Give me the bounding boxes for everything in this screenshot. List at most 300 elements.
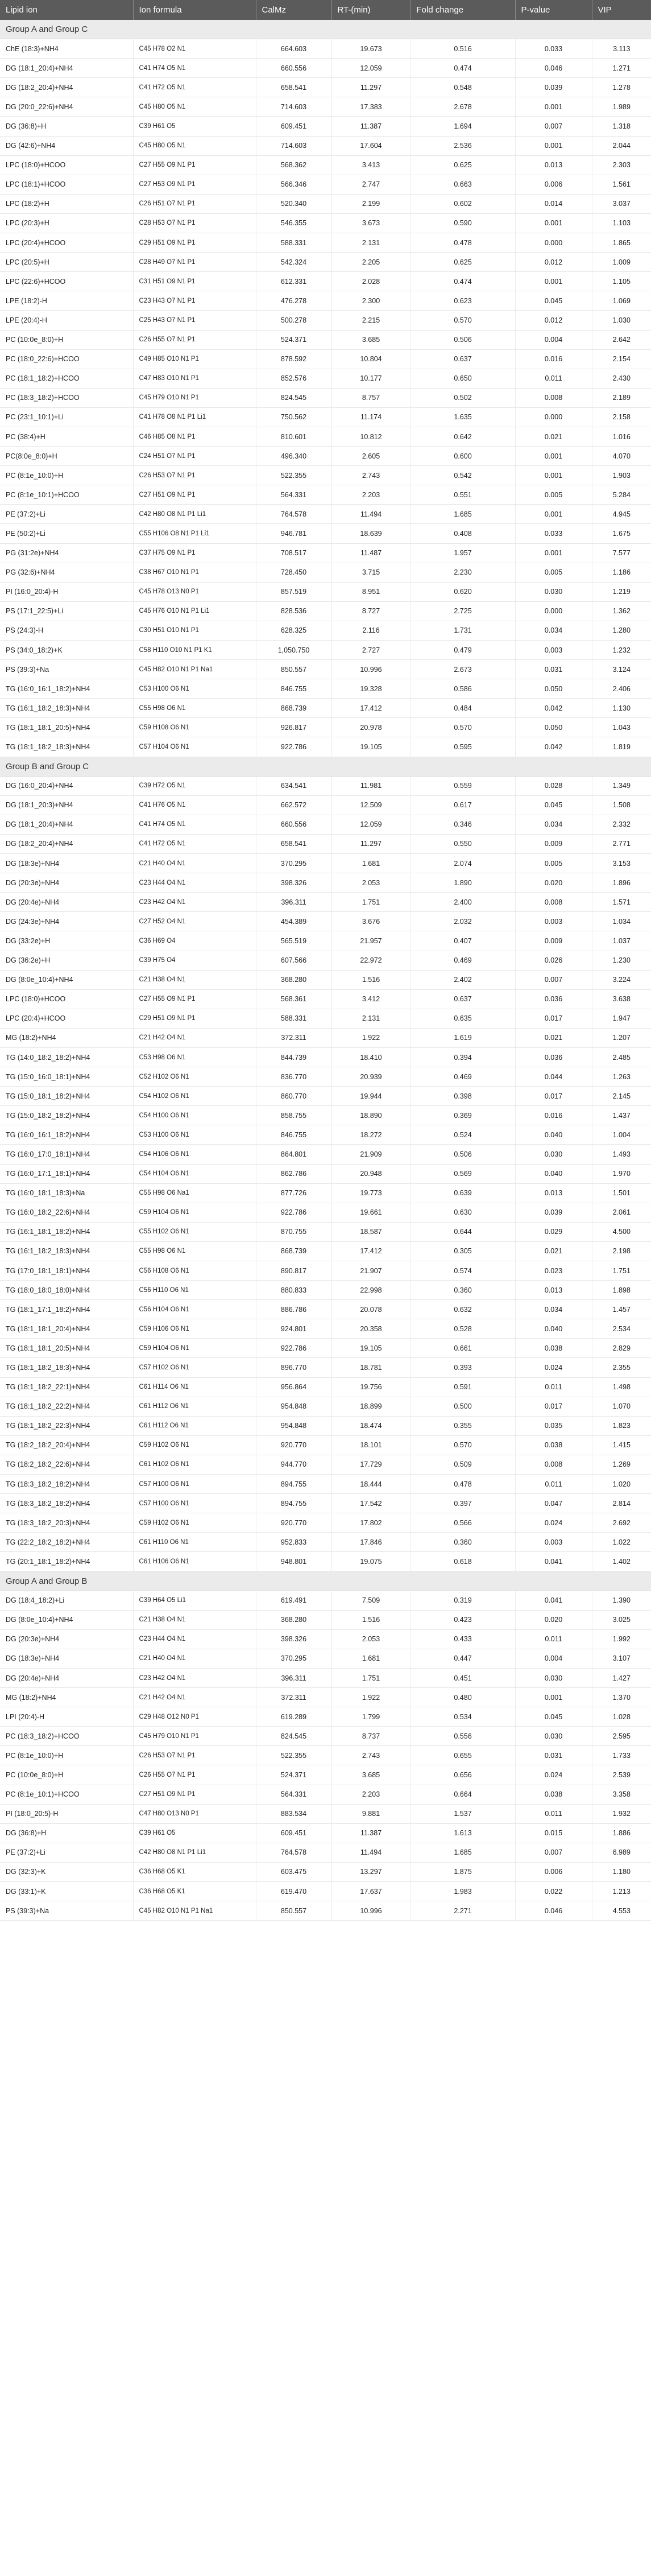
lipid-ion-cell: DG (20:3e)+NH4 xyxy=(0,1629,133,1649)
calmz-cell: 896.770 xyxy=(256,1358,331,1377)
lipid-ion-cell: PC (18:3_18:2)+HCOO xyxy=(0,1727,133,1746)
vip-cell: 2.430 xyxy=(592,369,651,388)
p-value-cell: 0.007 xyxy=(515,117,592,136)
rt-cell: 8.757 xyxy=(331,388,410,407)
column-header-vip: VIP xyxy=(592,0,651,20)
lipid-ion-cell: TG (18:1_18:1_20:4)+NH4 xyxy=(0,1319,133,1339)
ion-formula-cell: C46 H85 O8 N1 P1 xyxy=(133,427,256,446)
lipid-ion-cell: LPC (18:0)+HCOO xyxy=(0,155,133,175)
calmz-cell: 658.541 xyxy=(256,78,331,97)
fold-change-cell: 2.725 xyxy=(410,601,515,621)
p-value-cell: 0.005 xyxy=(515,563,592,582)
table-row xyxy=(0,873,651,893)
calmz-cell: 372.311 xyxy=(256,1688,331,1707)
vip-cell: 1.213 xyxy=(592,1882,651,1901)
lipid-ion-cell: TG (16:0_16:1_18:2)+NH4 xyxy=(0,679,133,699)
lipid-ion-cell: PC (8:1e_10:0)+H xyxy=(0,466,133,485)
calmz-cell: 944.770 xyxy=(256,1455,331,1474)
table-row xyxy=(0,1591,651,1610)
calmz-cell: 868.739 xyxy=(256,699,331,718)
calmz-cell: 864.801 xyxy=(256,1145,331,1164)
fold-change-cell: 0.369 xyxy=(410,1106,515,1125)
column-header-rt: RT-(min) xyxy=(331,0,410,20)
fold-change-cell: 0.548 xyxy=(410,78,515,97)
ion-formula-cell: C56 H110 O6 N1 xyxy=(133,1281,256,1300)
calmz-cell: 634.541 xyxy=(256,776,331,795)
vip-cell: 1.009 xyxy=(592,253,651,272)
rt-cell: 2.205 xyxy=(331,253,410,272)
lipid-ion-cell: PG (32:6)+NH4 xyxy=(0,563,133,582)
rt-cell: 12.059 xyxy=(331,815,410,834)
lipid-ion-cell: TG (16:0_17:1_18:1)+NH4 xyxy=(0,1164,133,1183)
rt-cell: 20.939 xyxy=(331,1067,410,1087)
p-value-cell: 0.001 xyxy=(515,1688,592,1707)
calmz-cell: 844.739 xyxy=(256,1047,331,1067)
fold-change-cell: 1.635 xyxy=(410,407,515,427)
p-value-cell: 0.016 xyxy=(515,1106,592,1125)
rt-cell: 18.890 xyxy=(331,1106,410,1125)
p-value-cell: 0.017 xyxy=(515,1397,592,1416)
lipid-ion-cell: TG (18:1_18:2_22:3)+NH4 xyxy=(0,1416,133,1435)
p-value-cell: 0.046 xyxy=(515,59,592,78)
table-row xyxy=(0,1047,651,1067)
table-row xyxy=(0,989,651,1009)
lipid-ion-cell: PC (8:1e_10:1)+HCOO xyxy=(0,485,133,505)
ion-formula-cell: C61 H112 O6 N1 xyxy=(133,1397,256,1416)
table-row xyxy=(0,1823,651,1843)
calmz-cell: 564.331 xyxy=(256,485,331,505)
lipid-ion-cell: TG (22:2_18:2_18:2)+NH4 xyxy=(0,1533,133,1552)
table-row xyxy=(0,1067,651,1087)
column-header-lipid-ion: Lipid ion xyxy=(0,0,133,20)
p-value-cell: 0.039 xyxy=(515,78,592,97)
vip-cell: 1.180 xyxy=(592,1862,651,1881)
p-value-cell: 0.013 xyxy=(515,155,592,175)
p-value-cell: 0.033 xyxy=(515,39,592,59)
calmz-cell: 370.295 xyxy=(256,1649,331,1668)
calmz-cell: 858.755 xyxy=(256,1106,331,1125)
calmz-cell: 824.545 xyxy=(256,1727,331,1746)
rt-cell: 2.131 xyxy=(331,1009,410,1028)
vip-cell: 2.406 xyxy=(592,679,651,699)
rt-cell: 18.101 xyxy=(331,1435,410,1455)
rt-cell: 3.673 xyxy=(331,213,410,233)
table-row xyxy=(0,1668,651,1687)
table-row xyxy=(0,407,651,427)
ion-formula-cell: C25 H43 O7 N1 P1 xyxy=(133,311,256,330)
p-value-cell: 0.008 xyxy=(515,388,592,407)
group-header-row xyxy=(0,757,651,776)
lipid-ion-cell: PE (50:2)+Li xyxy=(0,524,133,543)
p-value-cell: 0.015 xyxy=(515,1823,592,1843)
rt-cell: 2.215 xyxy=(331,311,410,330)
p-value-cell: 0.006 xyxy=(515,1862,592,1881)
rt-cell: 20.078 xyxy=(331,1300,410,1319)
rt-cell: 10.177 xyxy=(331,369,410,388)
calmz-cell: 568.361 xyxy=(256,989,331,1009)
fold-change-cell: 0.480 xyxy=(410,1688,515,1707)
rt-cell: 2.747 xyxy=(331,175,410,194)
ion-formula-cell: C28 H53 O7 N1 P1 xyxy=(133,213,256,233)
calmz-cell: 658.541 xyxy=(256,834,331,853)
calmz-cell: 886.786 xyxy=(256,1300,331,1319)
fold-change-cell: 0.534 xyxy=(410,1707,515,1727)
vip-cell: 1.271 xyxy=(592,59,651,78)
ion-formula-cell: C55 H106 O8 N1 P1 Li1 xyxy=(133,524,256,543)
calmz-cell: 588.331 xyxy=(256,1009,331,1028)
vip-cell: 2.044 xyxy=(592,136,651,155)
vip-cell: 1.362 xyxy=(592,601,651,621)
ion-formula-cell: C41 H72 O5 N1 xyxy=(133,834,256,853)
rt-cell: 18.899 xyxy=(331,1397,410,1416)
ion-formula-cell: C21 H40 O4 N1 xyxy=(133,854,256,873)
vip-cell: 1.989 xyxy=(592,97,651,117)
calmz-cell: 603.475 xyxy=(256,1862,331,1881)
rt-cell: 3.676 xyxy=(331,912,410,931)
rt-cell: 2.743 xyxy=(331,1746,410,1765)
lipid-ion-cell: LPE (18:2)-H xyxy=(0,291,133,311)
vip-cell: 1.457 xyxy=(592,1300,651,1319)
fold-change-cell: 0.623 xyxy=(410,291,515,311)
p-value-cell: 0.011 xyxy=(515,1377,592,1397)
p-value-cell: 0.013 xyxy=(515,1183,592,1203)
table-row xyxy=(0,330,651,349)
lipid-ion-cell: LPC (20:4)+HCOO xyxy=(0,233,133,253)
ion-formula-cell: C54 H102 O6 N1 xyxy=(133,1087,256,1106)
ion-formula-cell: C23 H42 O4 N1 xyxy=(133,893,256,912)
vip-cell: 1.865 xyxy=(592,233,651,253)
fold-change-cell: 2.230 xyxy=(410,563,515,582)
fold-change-cell: 2.536 xyxy=(410,136,515,155)
table-row xyxy=(0,1688,651,1707)
fold-change-cell: 0.637 xyxy=(410,989,515,1009)
calmz-cell: 948.801 xyxy=(256,1552,331,1571)
calmz-cell: 628.325 xyxy=(256,621,331,640)
p-value-cell: 0.022 xyxy=(515,1882,592,1901)
calmz-cell: 920.770 xyxy=(256,1435,331,1455)
rt-cell: 17.802 xyxy=(331,1513,410,1533)
lipid-ion-cell: DG (20:4e)+NH4 xyxy=(0,1668,133,1687)
fold-change-cell: 0.586 xyxy=(410,679,515,699)
ion-formula-cell: C45 H76 O10 N1 P1 Li1 xyxy=(133,601,256,621)
vip-cell: 3.124 xyxy=(592,660,651,679)
table-row xyxy=(0,951,651,970)
vip-cell: 2.539 xyxy=(592,1765,651,1785)
vip-cell: 4.553 xyxy=(592,1901,651,1921)
vip-cell: 2.771 xyxy=(592,834,651,853)
calmz-cell: 396.311 xyxy=(256,893,331,912)
lipid-ion-cell: PC (8:1e_10:0)+H xyxy=(0,1746,133,1765)
table-row xyxy=(0,1727,651,1746)
p-value-cell: 0.033 xyxy=(515,524,592,543)
table-row xyxy=(0,563,651,582)
rt-cell: 2.203 xyxy=(331,485,410,505)
table-row xyxy=(0,1649,651,1668)
lipid-ion-cell: PS (17:1_22:5)+Li xyxy=(0,601,133,621)
fold-change-cell: 1.613 xyxy=(410,1823,515,1843)
ion-formula-cell: C27 H52 O4 N1 xyxy=(133,912,256,931)
vip-cell: 2.692 xyxy=(592,1513,651,1533)
vip-cell: 4.500 xyxy=(592,1222,651,1241)
ion-formula-cell: C45 H78 O13 N0 P1 xyxy=(133,582,256,601)
ion-formula-cell: C57 H100 O6 N1 xyxy=(133,1494,256,1513)
vip-cell: 2.061 xyxy=(592,1203,651,1222)
vip-cell: 4.070 xyxy=(592,447,651,466)
group-header-row xyxy=(0,20,651,39)
ion-formula-cell: C56 H104 O6 N1 xyxy=(133,1300,256,1319)
rt-cell: 18.272 xyxy=(331,1125,410,1145)
rt-cell: 11.487 xyxy=(331,543,410,563)
ion-formula-cell: C47 H80 O13 N0 P1 xyxy=(133,1804,256,1823)
ion-formula-cell: C39 H61 O5 xyxy=(133,117,256,136)
calmz-cell: 750.562 xyxy=(256,407,331,427)
table-row xyxy=(0,1222,651,1241)
lipid-ion-cell: PC (10:0e_8:0)+H xyxy=(0,330,133,349)
p-value-cell: 0.020 xyxy=(515,873,592,893)
calmz-cell: 398.326 xyxy=(256,873,331,893)
ion-formula-cell: C29 H48 O12 N0 P1 xyxy=(133,1707,256,1727)
table-row xyxy=(0,155,651,175)
table-row xyxy=(0,117,651,136)
table-row xyxy=(0,1028,651,1047)
calmz-cell: 870.755 xyxy=(256,1222,331,1241)
calmz-cell: 922.786 xyxy=(256,737,331,757)
p-value-cell: 0.001 xyxy=(515,213,592,233)
lipid-ion-cell: LPC (20:3)+H xyxy=(0,213,133,233)
vip-cell: 1.349 xyxy=(592,776,651,795)
vip-cell: 1.886 xyxy=(592,1823,651,1843)
rt-cell: 8.727 xyxy=(331,601,410,621)
calmz-cell: 368.280 xyxy=(256,970,331,989)
rt-cell: 17.542 xyxy=(331,1494,410,1513)
lipid-ion-cell: TG (18:1_18:2_22:1)+NH4 xyxy=(0,1377,133,1397)
table-row xyxy=(0,1455,651,1474)
calmz-cell: 476.278 xyxy=(256,291,331,311)
calmz-cell: 496.340 xyxy=(256,447,331,466)
table-row xyxy=(0,524,651,543)
ion-formula-cell: C39 H72 O5 N1 xyxy=(133,776,256,795)
table-row xyxy=(0,1513,651,1533)
table-row xyxy=(0,175,651,194)
calmz-cell: 398.326 xyxy=(256,1629,331,1649)
rt-cell: 10.996 xyxy=(331,1901,410,1921)
fold-change-cell: 0.478 xyxy=(410,233,515,253)
vip-cell: 1.232 xyxy=(592,641,651,660)
table-row xyxy=(0,621,651,640)
p-value-cell: 0.028 xyxy=(515,776,592,795)
lipid-ion-cell: PC (10:0e_8:0)+H xyxy=(0,1765,133,1785)
table-row xyxy=(0,1882,651,1901)
table-row xyxy=(0,1319,651,1339)
lipid-ion-cell: TG (16:0_18:2_22:6)+NH4 xyxy=(0,1203,133,1222)
fold-change-cell: 0.602 xyxy=(410,194,515,213)
vip-cell: 1.427 xyxy=(592,1668,651,1687)
column-header-fold-change: Fold change xyxy=(410,0,515,20)
fold-change-cell: 0.566 xyxy=(410,1513,515,1533)
ion-formula-cell: C54 H100 O6 N1 xyxy=(133,1106,256,1125)
p-value-cell: 0.000 xyxy=(515,601,592,621)
vip-cell: 1.501 xyxy=(592,1183,651,1203)
calmz-cell: 520.340 xyxy=(256,194,331,213)
rt-cell: 18.639 xyxy=(331,524,410,543)
rt-cell: 3.413 xyxy=(331,155,410,175)
vip-cell: 3.638 xyxy=(592,989,651,1009)
ion-formula-cell: C61 H106 O6 N1 xyxy=(133,1552,256,1571)
fold-change-cell: 0.506 xyxy=(410,1145,515,1164)
vip-cell: 2.829 xyxy=(592,1339,651,1358)
p-value-cell: 0.001 xyxy=(515,447,592,466)
p-value-cell: 0.007 xyxy=(515,1843,592,1862)
vip-cell: 1.034 xyxy=(592,912,651,931)
rt-cell: 2.203 xyxy=(331,1785,410,1804)
calmz-cell: 810.601 xyxy=(256,427,331,446)
ion-formula-cell: C54 H106 O6 N1 xyxy=(133,1145,256,1164)
rt-cell: 19.756 xyxy=(331,1377,410,1397)
p-value-cell: 0.041 xyxy=(515,1591,592,1610)
fold-change-cell: 0.664 xyxy=(410,1785,515,1804)
rt-cell: 1.751 xyxy=(331,1668,410,1687)
table-row xyxy=(0,1125,651,1145)
table-row xyxy=(0,1610,651,1629)
rt-cell: 3.685 xyxy=(331,1765,410,1785)
fold-change-cell: 1.875 xyxy=(410,1862,515,1881)
vip-cell: 1.896 xyxy=(592,873,651,893)
vip-cell: 1.992 xyxy=(592,1629,651,1649)
lipid-ion-cell: DG (20:4e)+NH4 xyxy=(0,893,133,912)
table-row xyxy=(0,213,651,233)
table-row xyxy=(0,59,651,78)
ion-formula-cell: C53 H98 O6 N1 xyxy=(133,1047,256,1067)
fold-change-cell: 0.650 xyxy=(410,369,515,388)
fold-change-cell: 0.407 xyxy=(410,931,515,951)
column-header-p-value: P-value xyxy=(515,0,592,20)
table-header xyxy=(0,0,651,20)
lipid-ion-cell: TG (17:0_18:1_18:1)+NH4 xyxy=(0,1261,133,1281)
ion-formula-cell: C39 H64 O5 Li1 xyxy=(133,1591,256,1610)
calmz-cell: 946.781 xyxy=(256,524,331,543)
fold-change-cell: 0.528 xyxy=(410,1319,515,1339)
calmz-cell: 546.355 xyxy=(256,213,331,233)
lipid-ion-cell: PS (34:0_18:2)+K xyxy=(0,641,133,660)
table-row xyxy=(0,1416,651,1435)
rt-cell: 19.328 xyxy=(331,679,410,699)
rt-cell: 20.358 xyxy=(331,1319,410,1339)
vip-cell: 1.028 xyxy=(592,1707,651,1727)
table-row xyxy=(0,311,651,330)
ion-formula-cell: C47 H83 O10 N1 P1 xyxy=(133,369,256,388)
lipid-ion-cell: TG (18:1_18:2_18:3)+NH4 xyxy=(0,1358,133,1377)
lipid-ion-cell: DG (20:0_22:6)+NH4 xyxy=(0,97,133,117)
calmz-cell: 824.545 xyxy=(256,388,331,407)
p-value-cell: 0.046 xyxy=(515,1901,592,1921)
p-value-cell: 0.045 xyxy=(515,1707,592,1727)
table-row xyxy=(0,776,651,795)
ion-formula-cell: C36 H69 O4 xyxy=(133,931,256,951)
lipid-ion-cell: DG (16:0_20:4)+NH4 xyxy=(0,776,133,795)
ion-formula-cell: C27 H55 O9 N1 P1 xyxy=(133,989,256,1009)
fold-change-cell: 0.559 xyxy=(410,776,515,795)
p-value-cell: 0.044 xyxy=(515,1067,592,1087)
fold-change-cell: 0.423 xyxy=(410,1610,515,1629)
vip-cell: 1.037 xyxy=(592,931,651,951)
p-value-cell: 0.042 xyxy=(515,737,592,757)
rt-cell: 10.812 xyxy=(331,427,410,446)
calmz-cell: 660.556 xyxy=(256,815,331,834)
calmz-cell: 878.592 xyxy=(256,349,331,369)
lipid-ion-cell: TG (18:1_18:1_20:5)+NH4 xyxy=(0,1339,133,1358)
vip-cell: 3.224 xyxy=(592,970,651,989)
ion-formula-cell: C59 H102 O6 N1 xyxy=(133,1513,256,1533)
vip-cell: 1.022 xyxy=(592,1533,651,1552)
fold-change-cell: 0.474 xyxy=(410,272,515,291)
lipid-ion-cell: PE (37:2)+Li xyxy=(0,1843,133,1862)
rt-cell: 11.494 xyxy=(331,505,410,524)
p-value-cell: 0.001 xyxy=(515,505,592,524)
vip-cell: 1.751 xyxy=(592,1261,651,1281)
ion-formula-cell: C59 H104 O6 N1 xyxy=(133,1339,256,1358)
calmz-cell: 372.311 xyxy=(256,1028,331,1047)
fold-change-cell: 0.474 xyxy=(410,59,515,78)
p-value-cell: 0.001 xyxy=(515,97,592,117)
ion-formula-cell: C45 H80 O5 N1 xyxy=(133,136,256,155)
p-value-cell: 0.036 xyxy=(515,1047,592,1067)
rt-cell: 10.996 xyxy=(331,660,410,679)
table-row xyxy=(0,1765,651,1785)
calmz-cell: 852.576 xyxy=(256,369,331,388)
table-row xyxy=(0,78,651,97)
rt-cell: 1.516 xyxy=(331,1610,410,1629)
p-value-cell: 0.011 xyxy=(515,1804,592,1823)
calmz-cell: 920.770 xyxy=(256,1513,331,1533)
fold-change-cell: 0.630 xyxy=(410,1203,515,1222)
rt-cell: 19.105 xyxy=(331,1339,410,1358)
calmz-cell: 396.311 xyxy=(256,1668,331,1687)
fold-change-cell: 0.556 xyxy=(410,1727,515,1746)
p-value-cell: 0.024 xyxy=(515,1513,592,1533)
vip-cell: 1.318 xyxy=(592,117,651,136)
rt-cell: 11.494 xyxy=(331,1843,410,1862)
ion-formula-cell: C61 H112 O6 N1 xyxy=(133,1416,256,1435)
fold-change-cell: 1.694 xyxy=(410,117,515,136)
fold-change-cell: 0.447 xyxy=(410,1649,515,1668)
rt-cell: 2.116 xyxy=(331,621,410,640)
fold-change-cell: 0.469 xyxy=(410,1067,515,1087)
fold-change-cell: 0.570 xyxy=(410,718,515,737)
fold-change-cell: 0.590 xyxy=(410,213,515,233)
table-row xyxy=(0,1533,651,1552)
rt-cell: 3.412 xyxy=(331,989,410,1009)
table-row xyxy=(0,253,651,272)
rt-cell: 20.948 xyxy=(331,1164,410,1183)
lipid-ion-cell: DG (18:4_18:2)+Li xyxy=(0,1591,133,1610)
p-value-cell: 0.030 xyxy=(515,1145,592,1164)
fold-change-cell: 0.394 xyxy=(410,1047,515,1067)
fold-change-cell: 0.620 xyxy=(410,582,515,601)
table-row xyxy=(0,388,651,407)
calmz-cell: 954.848 xyxy=(256,1416,331,1435)
group-title: Group B and Group C xyxy=(0,757,651,776)
ion-formula-cell: C59 H106 O6 N1 xyxy=(133,1319,256,1339)
lipid-ion-cell: MG (18:2)+NH4 xyxy=(0,1028,133,1047)
p-value-cell: 0.023 xyxy=(515,1261,592,1281)
fold-change-cell: 0.595 xyxy=(410,737,515,757)
vip-cell: 1.947 xyxy=(592,1009,651,1028)
table-row xyxy=(0,795,651,815)
rt-cell: 18.781 xyxy=(331,1358,410,1377)
rt-cell: 12.509 xyxy=(331,795,410,815)
vip-cell: 1.571 xyxy=(592,893,651,912)
fold-change-cell: 2.271 xyxy=(410,1901,515,1921)
